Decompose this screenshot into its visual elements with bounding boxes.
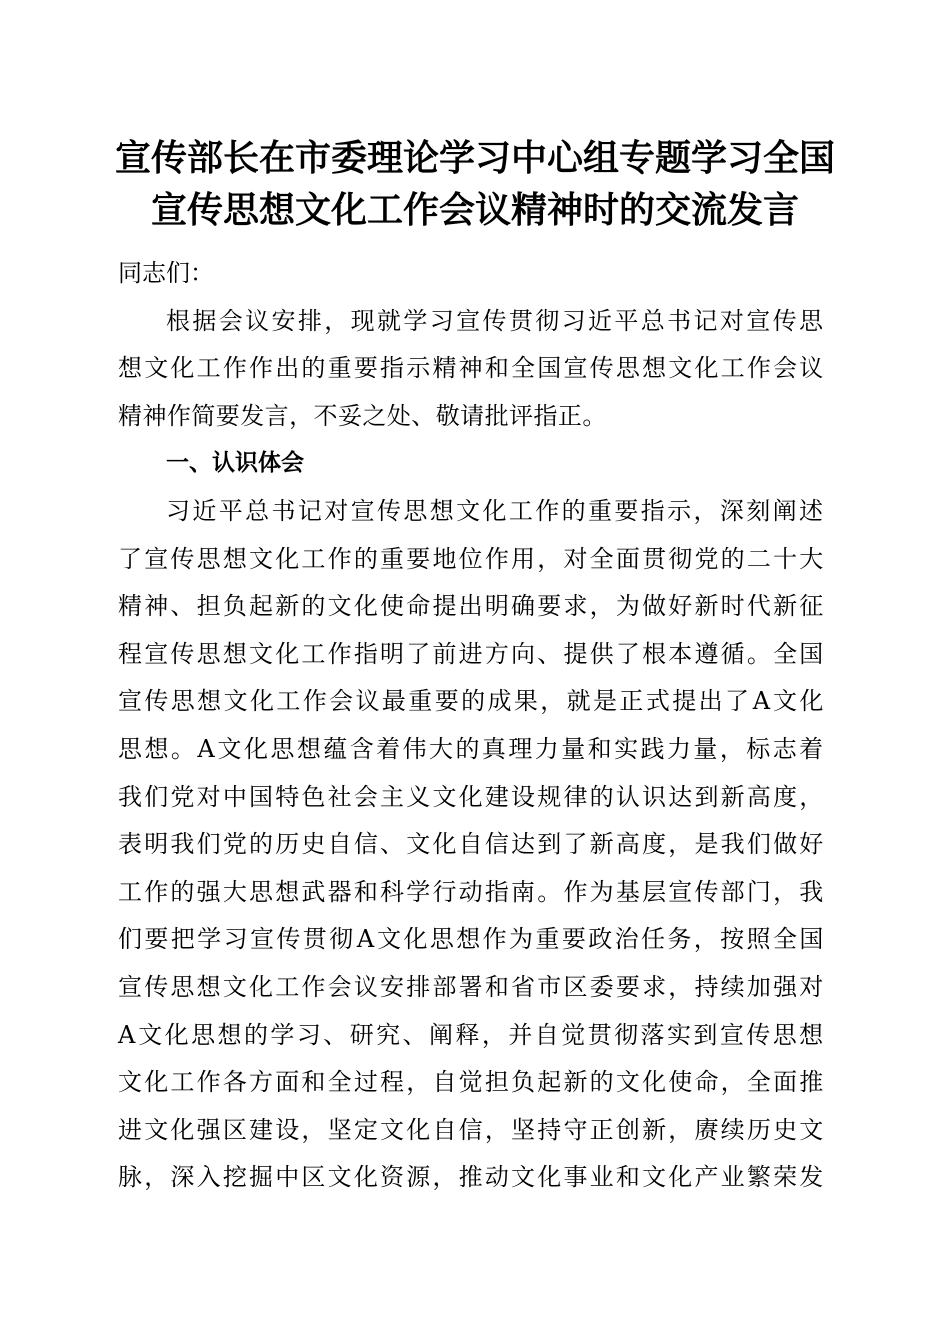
paragraph-line: A​ ​ 文​ 化​ 思​ 想​ 的​ 学​ 习​ 、​ 研​ 究​ 、​ 阐​ 释​ ，​ 并​ 自​ 觉​ 贯​ 彻​ 落​ 实​ 到​ 宣​ 传​ 思​ 想 [118,1020,824,1049]
intro-paragraph [118,298,823,441]
paragraph-line: 宣​ 传​ 思​ 想​ 文​ 化​ 工​ 作​ 会​ 议​ 安​ 排​ 部​ 署​ 和​ 省​ 市​ 区​ 委​ 要​ 求​ ，​ 持​ 续​ 加​ 强​ 对 [118,972,824,1001]
paragraph-line: 文​ 化​ 工​ 作​ 各​ 方​ 面​ 和​ 全​ 过​ 程​ ，​ 自​ 觉​ 担​ 负​ 起​ 新​ 的​ 文​ 化​ 使​ 命​ ，​ 全​ 面​ 推 [118,1068,824,1097]
paragraph-line: 了​ 宣​ 传​ 思​ 想​ 文​ 化​ 工​ 作​ 的​ 重​ 要​ 地​ 位​ 作​ 用​ ，​ 对​ 全​ 面​ 贯​ 彻​ 党​ 的​ 二​ 十​ 大 [118,544,824,573]
paragraph-line: 精​ 神​ 、​ 担​ 负​ 起​ 新​ 的​ 文​ 化​ 使​ 命​ 提​ 出​ 明​ 确​ 要​ 求​ ，​ 为​ 做​ 好​ 新​ 时​ 代​ 新​ 征 [118,592,824,621]
title-line-1: 宣传部长在市委理论学习中心组专题学习全国 [114,137,835,179]
paragraph-line: 想​ 文​ 化​ 工​ 作​ 作​ 出​ 的​ 重​ 要​ 指​ 示​ 精​ 神​ 和​ 全​ 国​ 宣​ 传​ 思​ 想​ 文​ 化​ 工​ 作​ 会​ 议 [118,354,824,383]
paragraph-line: 们​ 要​ 把​ 学​ 习​ 宣​ 传​ 贯​ 彻​ ​ A​ ​ 文​ 化​ 思​ 想​ 作​ 为​ 重​ 要​ 政​ 治​ 任​ 务​ ，​ 按​ 照​ 全​ 国 [118,925,824,954]
paragraph-line: 习​ 近​ 平​ 总​ 书​ 记​ 对​ 宣​ 传​ 思​ 想​ 文​ 化​ 工​ 作​ 的​ 重​ 要​ 指​ 示​ ，​ 深​ 刻​ 阐​ 述 [166,496,823,525]
paragraph-line: 工​ 作​ 的​ 强​ 大​ 思​ 想​ 武​ 器​ 和​ 科​ 学​ 行​ 动​ 指​ 南​ 。​ 作​ 为​ 基​ 层​ 宣​ 传​ 部​ 门​ ，​ 我 [118,877,824,906]
document-title [100,132,850,236]
paragraph-line: 程​ 宣​ 传​ 思​ 想​ 文​ 化​ 工​ 作​ 指​ 明​ 了​ 前​ 进​ 方​ 向​ 、​ 提​ 供​ 了​ 根​ 本​ 遵​ 循​ 。​ 全​ 国 [118,639,824,668]
paragraph-line: 表​ 明​ 我​ 们​ 党​ 的​ 历​ 史​ 自​ 信​ 、​ 文​ 化​ 自​ 信​ 达​ 到​ 了​ 新​ 高​ 度​ ，​ 是​ 我​ 们​ 做​ 好 [118,830,824,859]
paragraph-line: 思​ 想​ 。​ A​ ​ 文​ 化​ 思​ 想​ 蕴​ 含​ 着​ 伟​ 大​ 的​ 真​ 理​ 力​ 量​ 和​ 实​ 践​ 力​ 量​ ，​ 标​ 志​ 着 [118,734,824,763]
paragraph-line: 进​ 文​ 化​ 强​ 区​ 建​ 设​ ，​ 坚​ 定​ 文​ 化​ 自​ 信​ ，​ 坚​ 持​ 守​ 正​ 创​ 新​ ，​ 赓​ 续​ 历​ 史​ 文 [118,1115,824,1144]
salutation: 同志们： [118,259,214,287]
section-paragraph [118,488,823,1202]
title-line-2: 宣传思想文化工作会议精神时的交流发言 [150,189,799,231]
paragraph-line: 宣​ 传​ 思​ 想​ 文​ 化​ 工​ 作​ 会​ 议​ 最​ 重​ 要​ 的​ 成​ 果​ ，​ 就​ 是​ 正​ 式​ 提​ 出​ 了​ ​ A​ ​ 文​ 化 [118,687,824,716]
paragraph-line: 根​ 据​ 会​ 议​ 安​ 排​ ，​ 现​ 就​ 学​ 习​ 宣​ 传​ 贯​ 彻​ 习​ 近​ 平​ 总​ 书​ 记​ 对​ 宣​ 传​ 思 [166,306,823,335]
paragraph-line: 精​ 神​ 作​ 简​ 要​ 发​ 言​ ，​ 不​ 妥​ 之​ 处​ 、​ 敬​ 请​ 批​ 评​ 指​ 正​ 。 [118,401,607,430]
document-body [118,250,823,1202]
paragraph-line: 我​ 们​ 党​ 对​ 中​ 国​ 特​ 色​ 社​ 会​ 主​ 义​ 文​ 化​ 建​ 设​ 规​ 律​ 的​ 认​ 识​ 达​ 到​ 新​ 高​ 度​ ， [118,782,824,811]
section-heading: 一、认识体会 [166,450,304,477]
paragraph-line: 脉​ ，​ 深​ 入​ 挖​ 掘​ 中​ 区​ 文​ 化​ 资​ 源​ ，​ 推​ 动​ 文​ 化​ 事​ 业​ 和​ 文​ 化​ 产​ 业​ 繁​ 荣​ 发 [118,1163,824,1192]
